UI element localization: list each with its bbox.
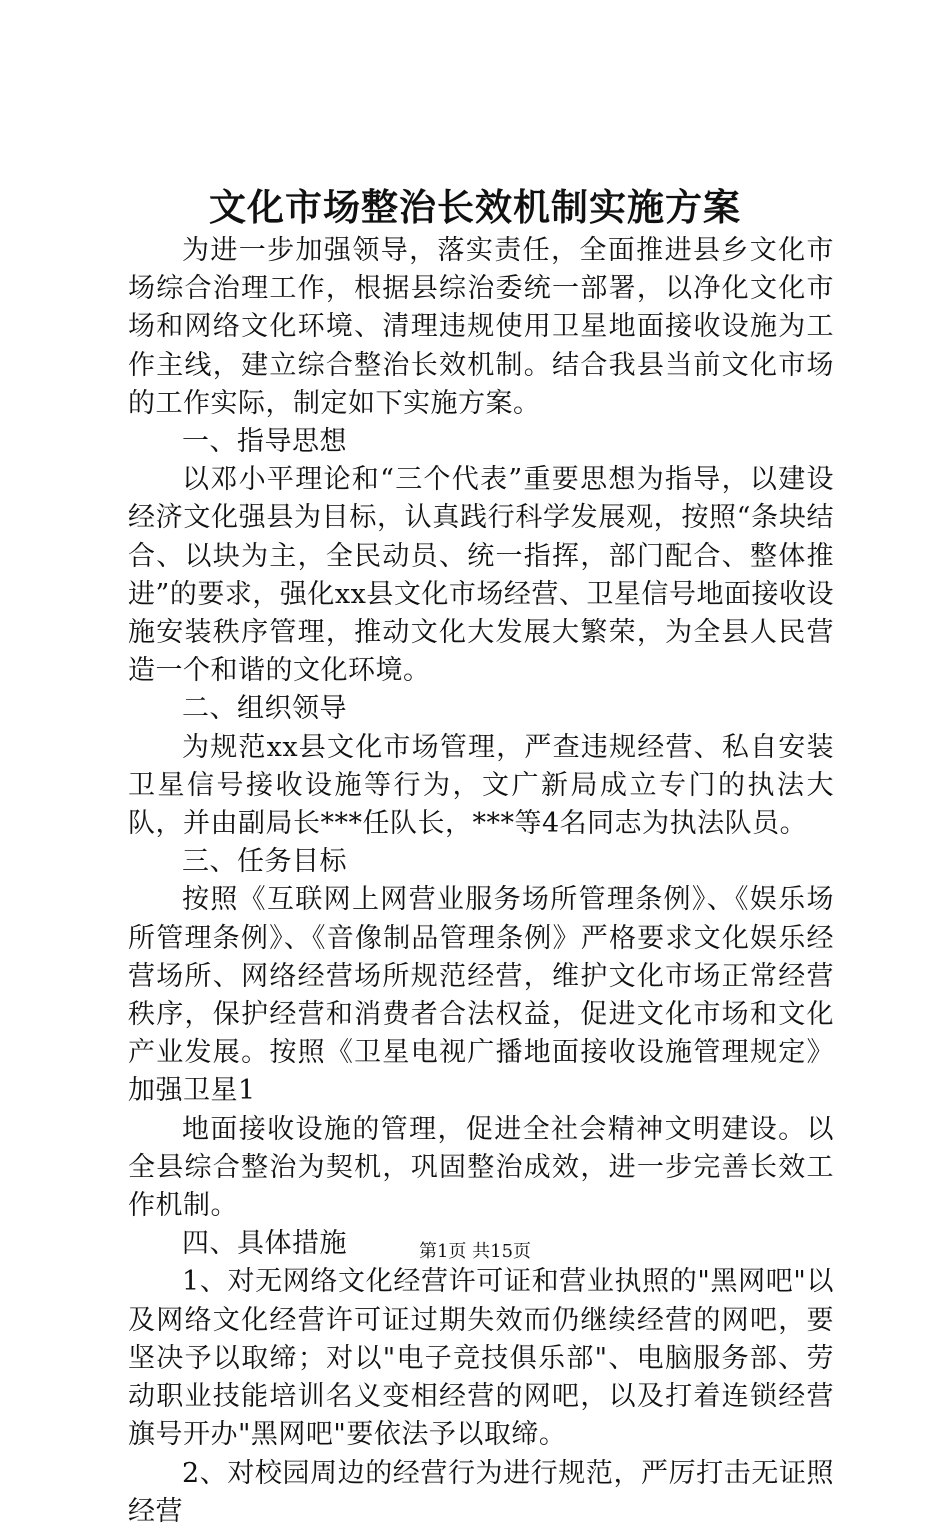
- section-heading-organization: 二、组织领导: [182, 693, 347, 725]
- intro-paragraph: 为进一步加强领导，落实责任，全面推进县乡文化市场综合治理工作，根据县综治委统一部署，以净化文化市场和网络文化环境、清理违规使用卫星地面接收设施为工作主线，建立综合整治长效机制。结合我县当前文化市场的工作实际，制定如下实施方案。: [128, 235, 834, 419]
- section-heading-task-goals: 三、任务目标: [182, 846, 347, 878]
- document-title: 文化市场整治长效机制实施方案: [209, 185, 741, 229]
- section-paragraph: 以邓小平理论和“三个代表”重要思想为指导，以建设经济文化强县为目标，认真践行科学发展观，按照“条块结合、以块为主，全民动员、统一指挥，部门配合、整体推进”的要求，强化xx县文化市场经营、卫星信号地面接收设施安装秩序管理，推动文化大发展大繁荣，为全县人民营造一个和谐的文化环境。: [128, 464, 834, 687]
- document-body: [128, 232, 834, 1531]
- section-heading-guiding-ideology: 一、指导思想: [182, 426, 347, 458]
- section-paragraph: 按照《互联网上网营业服务场所管理条例》、《娱乐场所管理条例》、《音像制品管理条例》严格要求文化娱乐经营场所、网络经营场所规范经营，维护文化市场正常经营秩序，保护经营和消费者合法权益，促进文化市场和文化产业发展。按照《卫星电视广播地面接收设施管理规定》加强卫星1: [128, 884, 834, 1107]
- section-heading-measures: 四、具体措施: [182, 1228, 347, 1260]
- section-paragraph: 2、对校园周边的经营行为进行规范，严厉打击无证照经营: [128, 1457, 834, 1527]
- page-number-footer: 第1页 共15页: [418, 1241, 532, 1262]
- section-paragraph: 为规范xx县文化市场管理，严查违规经营、私自安装卫星信号接收设施等行为，文广新局成立专门的执法大队，并由副局长***任队长，***等4名同志为执法队员。: [128, 731, 834, 840]
- section-paragraph: 地面接收设施的管理，促进全社会精神文明建设。以全县综合整治为契机，巩固整治成效，进一步完善长效工作机制。: [128, 1113, 834, 1222]
- section-paragraph: 1、对无网络文化经营许可证和营业执照的"黑网吧"以及网络文化经营许可证过期失效而仍继续经营的网吧，要坚决予以取缔；对以"电子竞技俱乐部"、电脑服务部、劳动职业技能培训名义变相经营的网吧，以及打着连锁经营旗号开办"黑网吧"要依法予以取缔。: [128, 1266, 834, 1451]
